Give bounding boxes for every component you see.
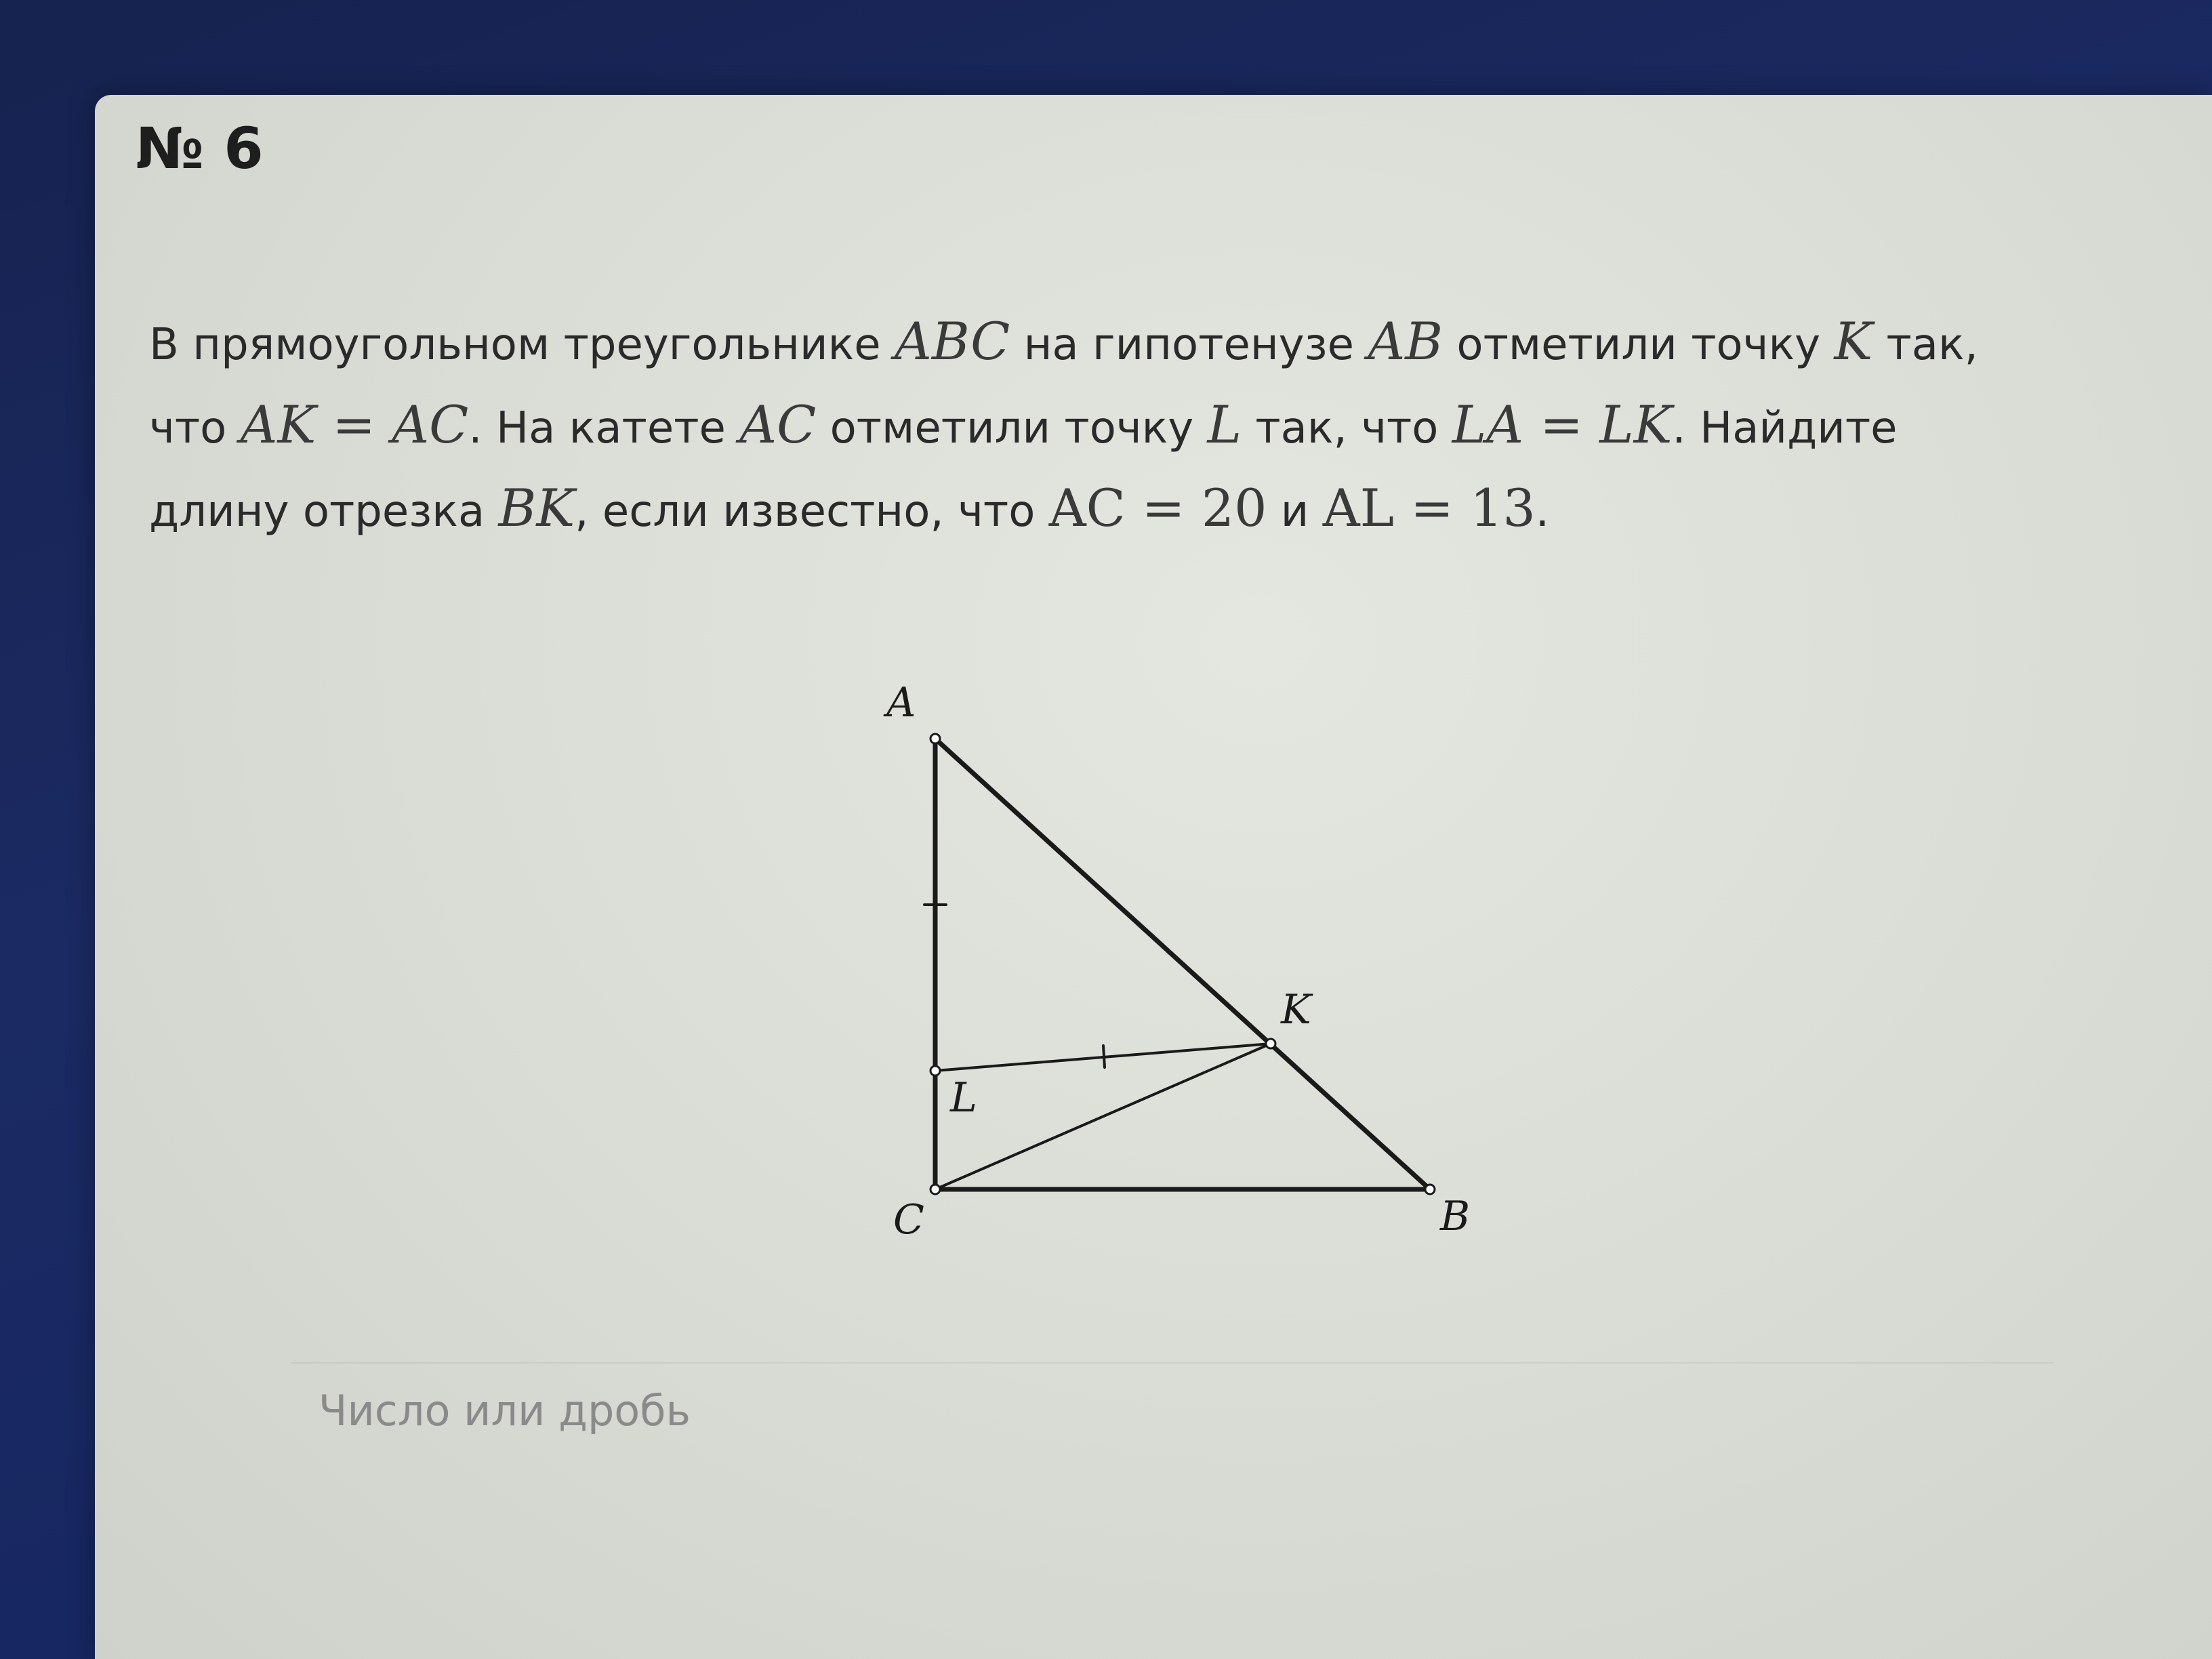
math-expression: AB xyxy=(1368,311,1443,371)
problem-line-3 xyxy=(149,468,2047,552)
problem-text: . Найдите xyxy=(1672,403,1898,453)
point-l xyxy=(930,1066,940,1076)
math-expression: K xyxy=(1834,311,1873,371)
point-a xyxy=(930,734,940,743)
math-expression: AK = AC xyxy=(240,394,469,455)
problem-text: и xyxy=(1267,487,1323,537)
answer-input[interactable] xyxy=(291,1362,2053,1457)
problem-text: так, что xyxy=(1242,403,1452,453)
label-c: C xyxy=(893,1196,924,1244)
math-expression: ABC xyxy=(894,311,1010,371)
problem-text: что xyxy=(149,403,241,453)
math-expression: AC = 20 xyxy=(1048,478,1267,538)
label-l: L xyxy=(950,1074,977,1122)
problem-text: на гипотенузе xyxy=(1010,320,1368,370)
task-number: № 6 xyxy=(136,115,264,182)
label-k: K xyxy=(1281,986,1311,1033)
problem-text: длину отрезка xyxy=(149,487,499,537)
label-a: A xyxy=(886,679,916,726)
problem-text: , если известно, что xyxy=(575,487,1049,537)
math-expression: L xyxy=(1207,394,1242,455)
math-expression: AC xyxy=(739,394,817,455)
triangle-diagram xyxy=(840,671,1518,1281)
problem-text: . На катете xyxy=(468,403,740,453)
point-k xyxy=(1266,1039,1275,1048)
point-c xyxy=(930,1185,940,1194)
problem-line-2 xyxy=(149,385,2047,468)
problem-text: отметили точку xyxy=(1443,320,1835,370)
tick-mark-lk xyxy=(1103,1046,1105,1067)
problem-statement xyxy=(149,302,2047,552)
math-expression: BK xyxy=(498,478,575,538)
label-b: B xyxy=(1440,1193,1471,1240)
hypotenuse-ab xyxy=(935,739,1430,1189)
problem-line-1 xyxy=(149,302,2047,385)
problem-text: В прямоугольном треугольнике xyxy=(149,320,895,370)
math-expression: LA = LK xyxy=(1452,394,1673,455)
math-expression: AL = 13 xyxy=(1322,478,1536,538)
problem-text: отметили точку xyxy=(816,403,1208,453)
problem-text: . xyxy=(1535,487,1550,537)
problem-text: так, xyxy=(1872,320,1978,370)
answer-placeholder: Число или дробь xyxy=(319,1385,691,1435)
point-b xyxy=(1425,1185,1435,1194)
